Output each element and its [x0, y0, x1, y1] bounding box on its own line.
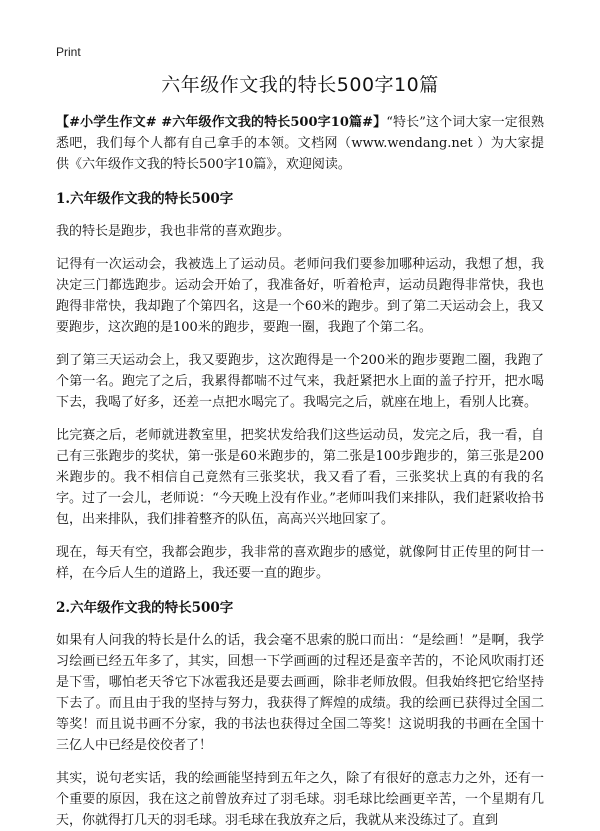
intro-text: “特长”这个词大家一定很熟悉吧，我们每个人都有自己拿手的本领。文档网（www.wendang.net ）为大家提供《六年级作文我的特长500字10篇》，欢迎阅读。 [56, 115, 545, 172]
paragraph: 其实，说句老实话，我的绘画能坚持到五年之久，除了有很好的意志力之外，还有一个重要的原因，我在这之前曾放弃过了羽毛球。羽毛球比绘画更辛苦，一个星期有几天，你就得打几天的羽毛球。羽毛球在我放弃之后，我就从来没练过了。直到 [56, 771, 544, 828]
intro-tags: 【#小学生作文# #六年级作文我的特长500字10篇#】 [56, 115, 387, 130]
document-title: 六年级作文我的特长500字10篇 [161, 74, 439, 96]
paragraph: 现在，每天有空，我都会跑步，我非常的喜欢跑步的感觉，就像阿甘正传里的阿甘一样，在今后人生的道路上，我还要一直的跑步。 [56, 545, 544, 581]
section-heading: 1.六年级作文我的特长500字 [56, 191, 234, 207]
section-heading: 2.六年级作文我的特长500字 [56, 600, 234, 616]
print-link[interactable]: Print [56, 45, 81, 59]
paragraph: 如果有人问我的特长是什么的话，我会毫不思索的脱口而出：“是绘画！”是啊，我学习绘画已经五年多了，其实，回想一下学画画的过程还是蛮辛苦的，不论风吹雨打还是下雪，哪怕老天爷它下冰雹我还是要去画画，除非老师放假。但我始终把它给坚持下去了。而且由于我的坚持与努力，我获得了辉煌的成绩。我的绘画已获得过全国二等奖！而且说书画不分家，我的书法也获得过全国二等奖！这说明我的书画在全国十三亿人中已经是佼佼者了！ [56, 633, 544, 753]
paragraph: 到了第三天运动会上，我又要跑步，这次跑得是一个200米的跑步要跑二圈，我跑了个第一名。跑完了之后，我累得都喘不过气来，我赶紧把水上面的盖子拧开，把水喝下去，我喝了好多，还差一点把水喝完了。我喝完之后，就座在地上，看别人比赛。 [56, 353, 544, 410]
paragraph: 比完赛之后，老师就进教室里，把奖状发给我们这些运动员，发完之后，我一看，自己有三张跑步的奖状，第一张是60米跑步的，第二张是100步跑步的，第三张是200米跑步的。我不相信自己竟然有三张奖状，我又看了看，三张奖状上真的有我的名字。过了一会儿，老师说：“今天晚上没有作业。”老师叫我们来排队，我们赶紧收拾书包，出来排队，我们排着整齐的队伍，高高兴兴地回家了。 [56, 428, 544, 527]
intro-paragraph [56, 112, 544, 175]
paragraph: 记得有一次运动会，我被选上了运动员。老师问我们要参加哪种运动，我想了想，我决定三门都选跑步。运动会开始了，我准备好，听着枪声，运动员跑得非常快，我也跑得非常快，我却跑了个第四名，这是一个60米的跑步。到了第二天运动会上，我又要跑步，这次跑的是100米的跑步，要跑一圈，我跑了个第二名。 [56, 257, 544, 335]
paragraph: 我的特长是跑步，我也非常的喜欢跑步。 [56, 224, 291, 239]
